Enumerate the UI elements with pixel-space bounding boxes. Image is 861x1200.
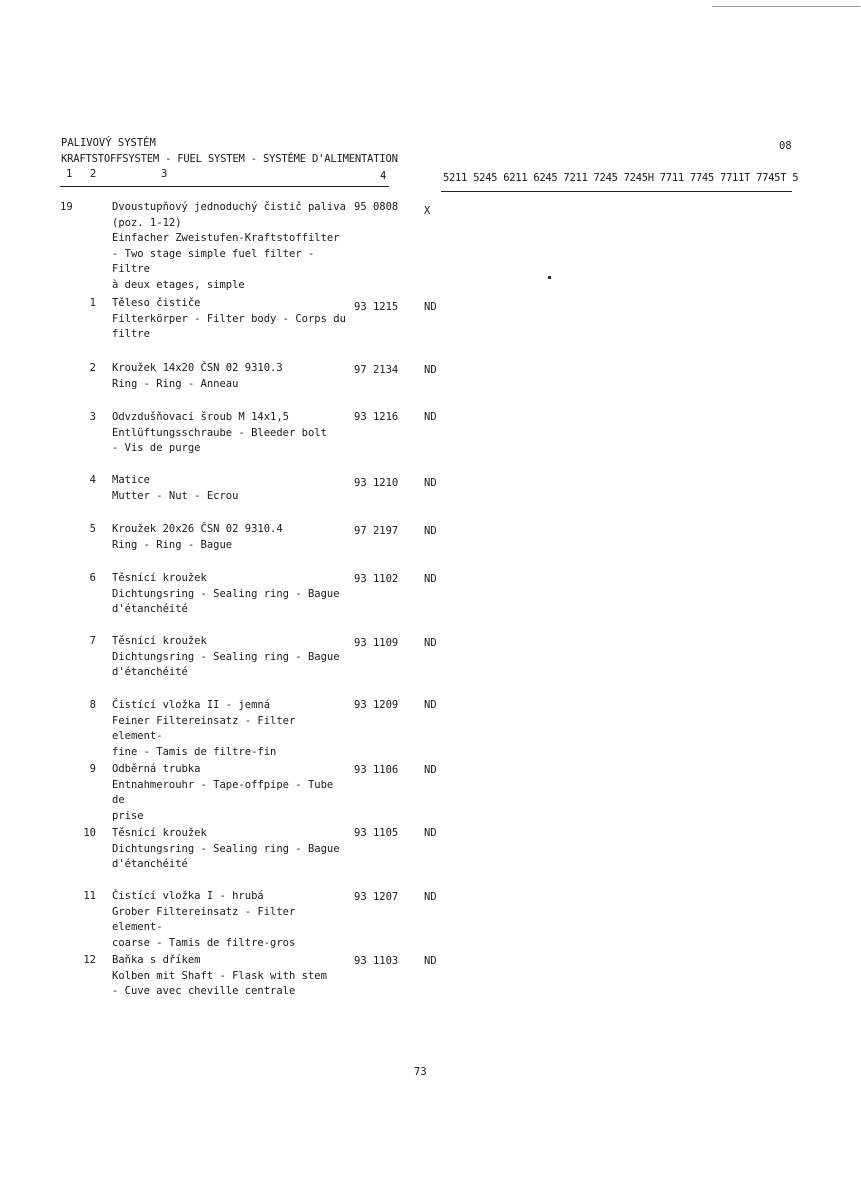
header-rule-right [441,191,792,192]
section-title-cz: PALIVOVÝ SYSTÉM [61,137,156,149]
part-position: 6 [89,572,96,584]
part-position: 11 [83,890,96,902]
part-status: ND [424,699,437,711]
column-3-label: 3 [161,168,168,180]
part-position: 10 [83,827,96,839]
part-status: ND [424,301,437,313]
part-description: Baňka s dříkem Kolben mit Shaft - Flask with stem - Cuve avec cheville centrale [112,954,327,997]
part-number: 93 1210 [354,477,399,489]
part-position: 4 [89,474,96,486]
part-number: 93 1109 [354,637,399,649]
part-description: Těsnící kroužek Dichtungsring - Sealing ring - Bague d'étanchéité [112,827,340,870]
part-position: 9 [89,763,96,775]
part-position: 3 [89,411,96,423]
part-status: ND [424,764,437,776]
page-number: 73 [414,1066,427,1078]
part-status: ND [424,477,437,489]
part-position: 7 [89,635,96,647]
part-number: 95 0808 [354,201,399,213]
section-title-multilingual: KRAFTSTOFFSYSTEM - FUEL SYSTEM - SYSTÉME D'ALIMENTATION [61,153,398,165]
part-description: Těleso čističe Filterkörper - Filter body - Corps du filtre [112,297,346,340]
column-2-label: 2 [90,168,97,180]
part-number: 93 1215 [354,301,399,313]
scan-speck [548,276,551,279]
part-status: ND [424,364,437,376]
part-status: X [424,205,431,217]
part-status: ND [424,411,437,423]
part-position: 8 [89,699,96,711]
part-number: 93 1102 [354,573,399,585]
part-description: Kroužek 20x26 ČSN 02 9310.4 Ring - Ring - Bague [112,523,283,551]
part-position: 2 [89,362,96,374]
part-status: ND [424,573,437,585]
part-description: Matice Mutter - Nut - Ecrou [112,474,239,502]
part-description: Odběrná trubka Entnahmerouhr - Tape-offpipe - Tube de prise [112,763,334,822]
part-description: Kroužek 14x20 ČSN 02 9310.3 Ring - Ring - Anneau [112,362,283,390]
part-position: 12 [83,954,96,966]
part-position: 5 [89,523,96,535]
scan-artifact-line [712,6,860,7]
part-number: 93 1106 [354,764,399,776]
part-description: Čistící vložka I - hrubá Grober Filtereinsatz - Filter element- coarse - Tamis de filtre-gros [112,890,296,949]
part-position: 1 [89,297,96,309]
part-status: ND [424,827,437,839]
part-description: Těsnící kroužek Dichtungsring - Sealing ring - Bague d'étanchéité [112,635,340,678]
part-number: 93 1105 [354,827,399,839]
header-rule-left [60,186,389,187]
part-description: Dvoustupňový jednoduchý čistič paliva (poz. 1-12) Einfacher Zweistufen-Kraftstoffilter - Two stage simple fuel filter - Filtre à deux etages, simple [112,201,346,291]
part-number: 97 2134 [354,364,399,376]
part-description: Čistící vložka II - jemná Feiner Filtereinsatz - Filter element- fine - Tamis de filtre-fin [112,699,296,758]
part-status: ND [424,637,437,649]
part-position: 19 [60,201,73,213]
part-status: ND [424,955,437,967]
part-number: 93 1209 [354,699,399,711]
part-description: Odvzdušňovací šroub M 14x1,5 Entlüftungsschraube - Bleeder bolt - Vis de purge [112,411,327,454]
part-description: Těsnící kroužek Dichtungsring - Sealing ring - Bague d'étanchéité [112,572,340,615]
part-status: ND [424,891,437,903]
part-number: 93 1207 [354,891,399,903]
column-4-label: 4 [380,170,387,182]
section-code: 08 [779,140,792,152]
part-status: ND [424,525,437,537]
part-number: 97 2197 [354,525,399,537]
model-columns: 5211 5245 6211 6245 7211 7245 7245H 7711 7745 7711T 7745T 5 [443,172,799,184]
part-number: 93 1216 [354,411,399,423]
part-number: 93 1103 [354,955,399,967]
column-1-label: 1 [66,168,73,180]
